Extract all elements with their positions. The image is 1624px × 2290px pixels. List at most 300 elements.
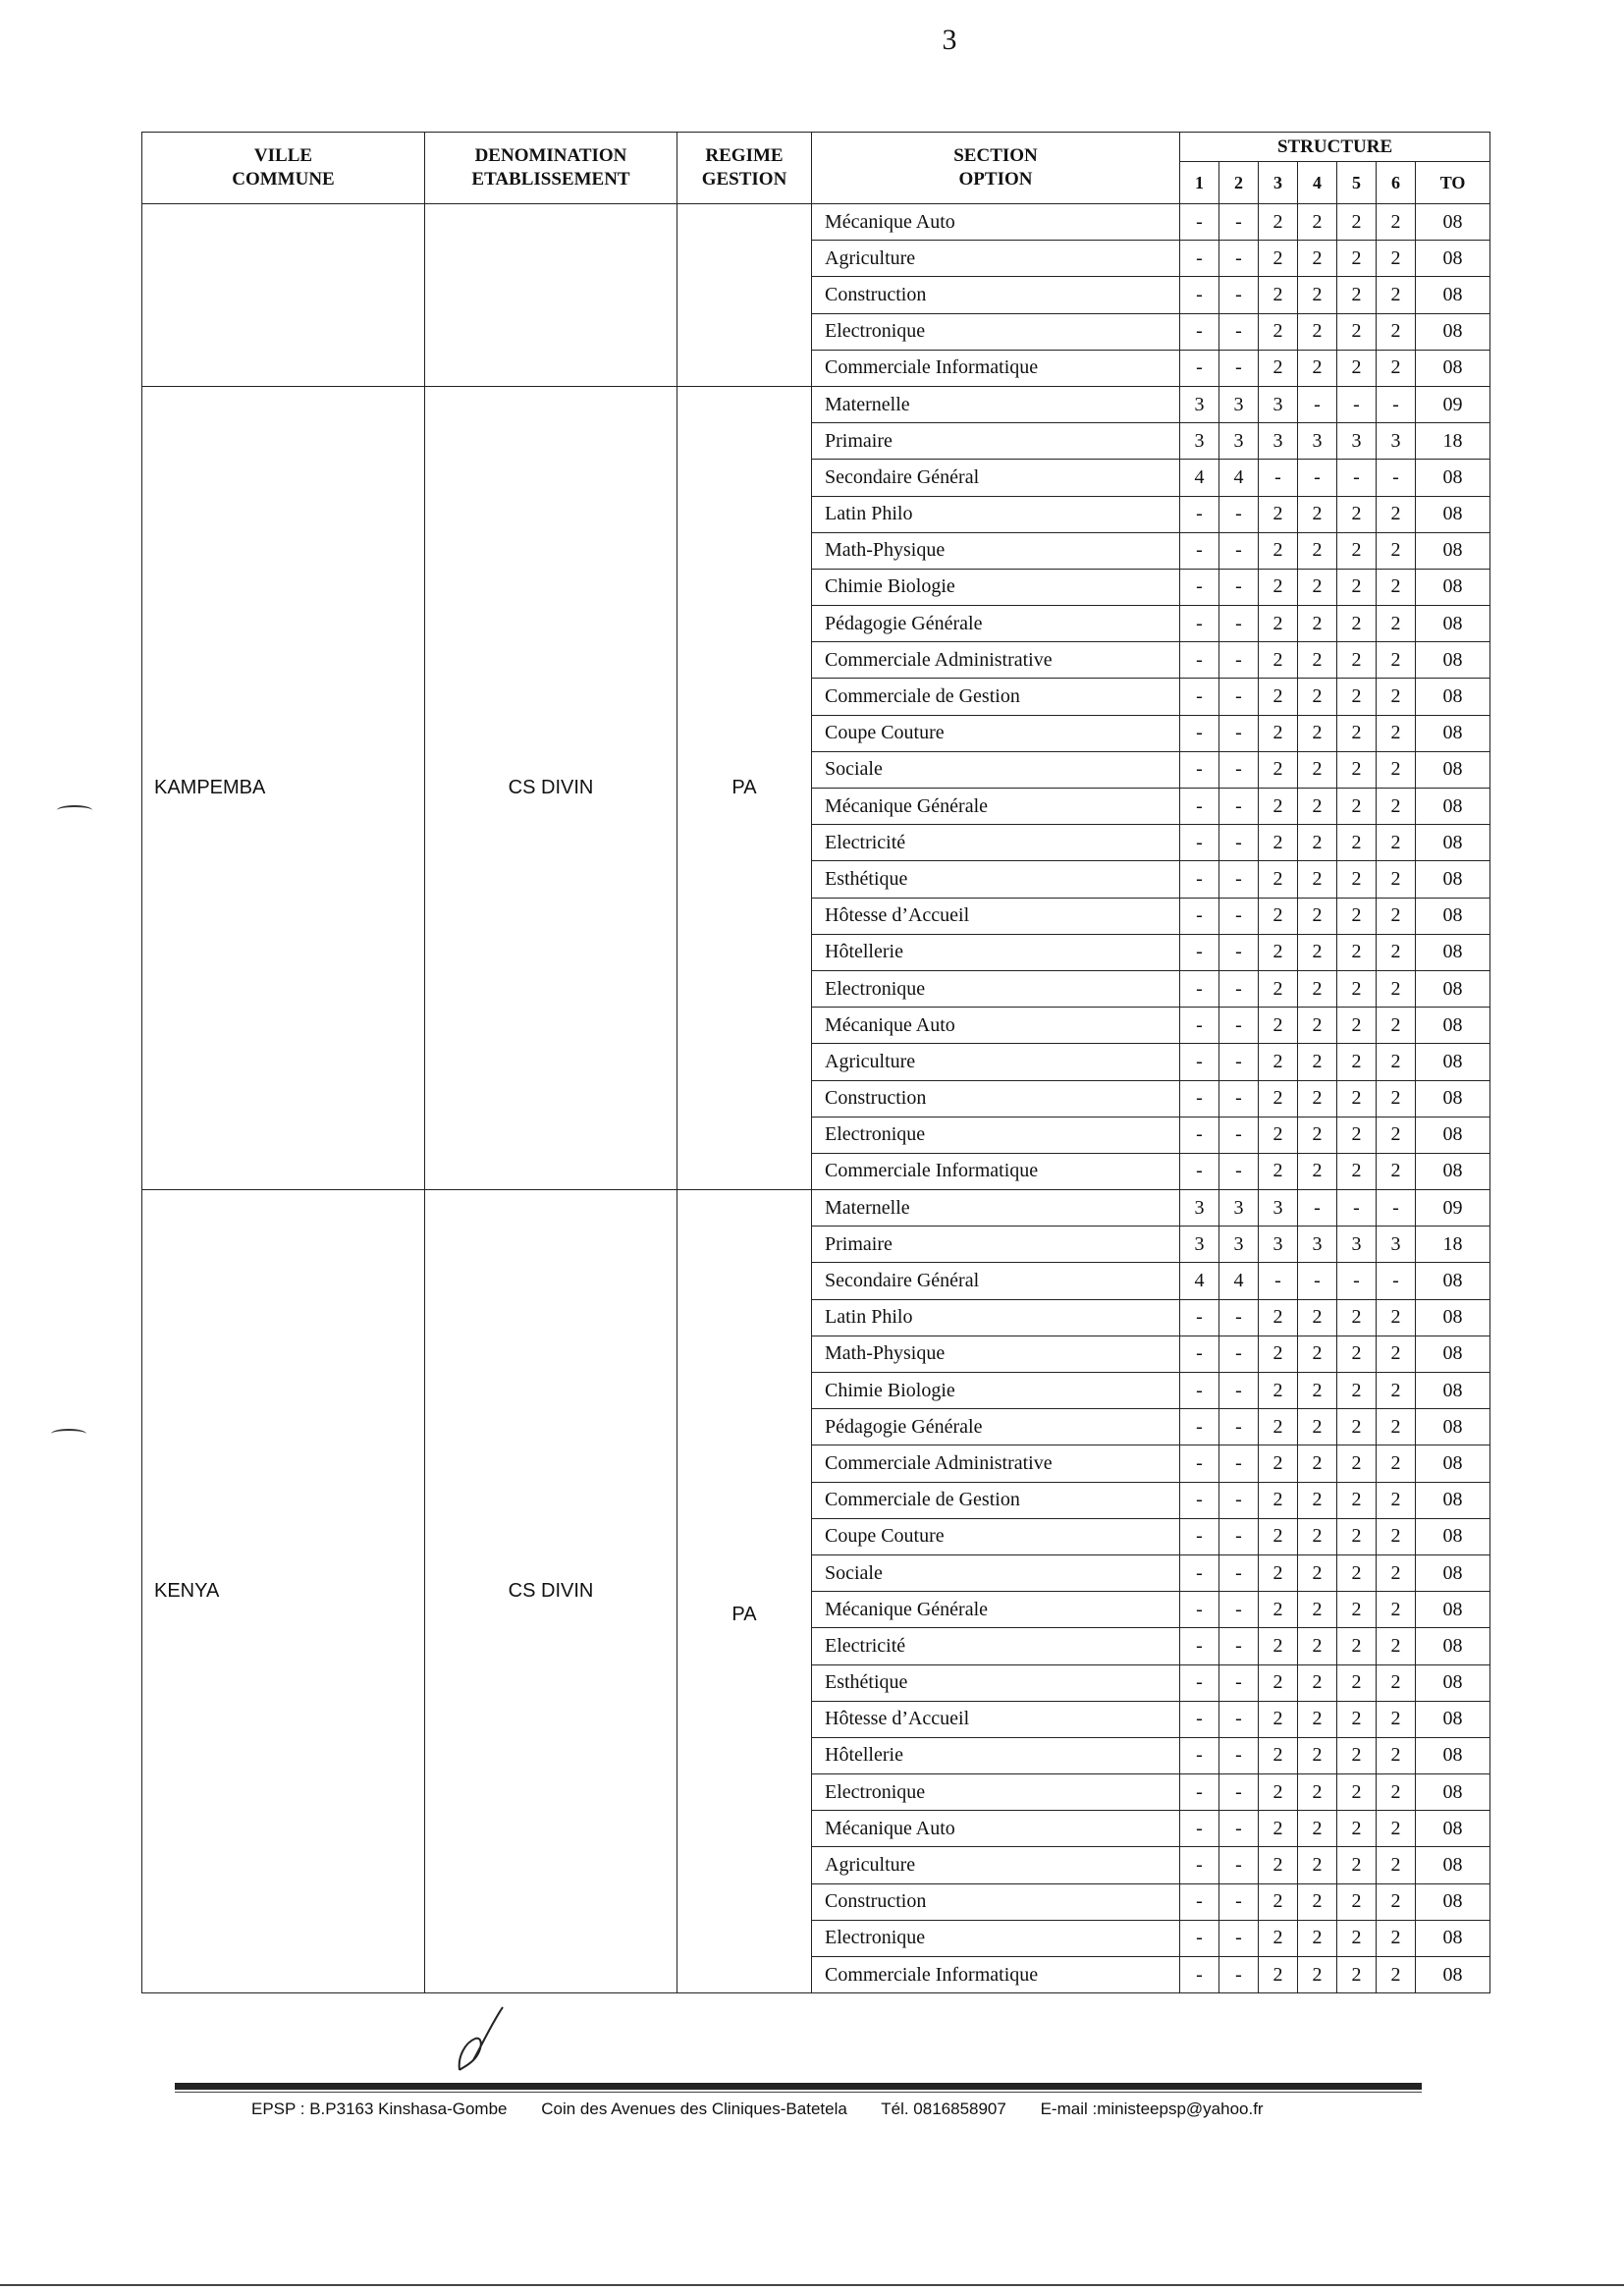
structure-cell-2: - [1219, 496, 1259, 532]
section-option-cell: Sociale [812, 1554, 1180, 1591]
total-cell: 08 [1416, 1957, 1490, 1993]
structure-cell-6: 2 [1377, 496, 1416, 532]
group-denomination [425, 204, 677, 387]
structure-cell-3: 2 [1259, 1883, 1298, 1920]
section-option-cell: Esthétique [812, 1664, 1180, 1701]
structure-cell-2: - [1219, 1737, 1259, 1773]
structure-cell-6: 2 [1377, 1847, 1416, 1883]
total-cell: 08 [1416, 1847, 1490, 1883]
group-ville [142, 204, 425, 387]
header-col-4: 4 [1298, 162, 1337, 204]
structure-cell-3: - [1259, 460, 1298, 496]
structure-cell-2: - [1219, 1373, 1259, 1409]
structure-cell-5: 2 [1337, 789, 1377, 825]
structure-cell-3: 2 [1259, 496, 1298, 532]
structure-cell-4: 2 [1298, 1518, 1337, 1554]
structure-cell-2: - [1219, 1117, 1259, 1153]
structure-cell-6: 2 [1377, 1920, 1416, 1956]
structure-cell-6: 2 [1377, 313, 1416, 350]
section-option-cell: Mécanique Auto [812, 1008, 1180, 1044]
structure-cell-1: - [1180, 569, 1219, 605]
section-option-cell: Construction [812, 277, 1180, 313]
structure-cell-6: 2 [1377, 204, 1416, 241]
margin-mark [57, 805, 92, 815]
structure-cell-4: 2 [1298, 1737, 1337, 1773]
structure-cell-3: 2 [1259, 1811, 1298, 1847]
structure-cell-3: 2 [1259, 1737, 1298, 1773]
structure-cell-2: - [1219, 642, 1259, 679]
section-option-cell: Electronique [812, 1774, 1180, 1811]
footer-rule [175, 2083, 1422, 2093]
section-option-cell: Hôtellerie [812, 934, 1180, 970]
structure-cell-4: 3 [1298, 423, 1337, 460]
structure-cell-5: 2 [1337, 898, 1377, 934]
section-option-cell: Electronique [812, 1920, 1180, 1956]
structure-cell-6: 2 [1377, 1811, 1416, 1847]
section-option-cell: Mécanique Auto [812, 1811, 1180, 1847]
structure-cell-1: - [1180, 1554, 1219, 1591]
total-cell: 08 [1416, 934, 1490, 970]
group-regime [677, 1190, 812, 1993]
structure-cell-3: 2 [1259, 1957, 1298, 1993]
structure-cell-1: - [1180, 1701, 1219, 1737]
structure-cell-1: - [1180, 532, 1219, 569]
structure-cell-2: 3 [1219, 1227, 1259, 1263]
structure-cell-4: 2 [1298, 1080, 1337, 1117]
structure-cell-4: 2 [1298, 1957, 1337, 1993]
header-ville-line1: VILLE [253, 145, 313, 166]
total-cell: 08 [1416, 1811, 1490, 1847]
header-col-3: 3 [1259, 162, 1298, 204]
structure-cell-5: 2 [1337, 751, 1377, 788]
page-number: 3 [942, 24, 957, 56]
structure-cell-3: 2 [1259, 532, 1298, 569]
section-option-cell: Mécanique Générale [812, 1592, 1180, 1628]
structure-cell-1: - [1180, 313, 1219, 350]
structure-cell-6: 2 [1377, 934, 1416, 970]
structure-cell-3: 2 [1259, 350, 1298, 386]
structure-cell-3: 2 [1259, 642, 1298, 679]
structure-cell-3: 2 [1259, 1153, 1298, 1189]
section-option-cell: Mécanique Générale [812, 789, 1180, 825]
structure-cell-3: 2 [1259, 277, 1298, 313]
section-option-cell: Electricité [812, 825, 1180, 861]
section-option-cell: Construction [812, 1883, 1180, 1920]
structure-cell-1: - [1180, 1445, 1219, 1482]
structure-cell-4: 2 [1298, 1847, 1337, 1883]
section-option-cell: Hôtesse d’Accueil [812, 898, 1180, 934]
structure-cell-5: 2 [1337, 350, 1377, 386]
structure-cell-3: - [1259, 1263, 1298, 1299]
section-option-cell: Commerciale Informatique [812, 1957, 1180, 1993]
structure-cell-4: 2 [1298, 861, 1337, 898]
structure-cell-4: 2 [1298, 277, 1337, 313]
structure-cell-5: - [1337, 1263, 1377, 1299]
signature [452, 1999, 511, 2078]
total-cell: 08 [1416, 1445, 1490, 1482]
structure-cell-6: 2 [1377, 861, 1416, 898]
structure-cell-1: - [1180, 825, 1219, 861]
structure-cell-6: 2 [1377, 1373, 1416, 1409]
structure-cell-4: 2 [1298, 1554, 1337, 1591]
structure-cell-2: - [1219, 1153, 1259, 1189]
structure-cell-2: - [1219, 1482, 1259, 1518]
structure-cell-1: - [1180, 1592, 1219, 1628]
structure-cell-2: - [1219, 861, 1259, 898]
structure-cell-4: 2 [1298, 751, 1337, 788]
structure-cell-4: 2 [1298, 532, 1337, 569]
section-option-cell: Primaire [812, 423, 1180, 460]
structure-cell-6: 2 [1377, 1117, 1416, 1153]
total-cell: 08 [1416, 1373, 1490, 1409]
structure-cell-5: 2 [1337, 715, 1377, 751]
structure-cell-6: 2 [1377, 1774, 1416, 1811]
total-cell: 08 [1416, 1737, 1490, 1773]
header-regime-line2: GESTION [701, 169, 787, 190]
section-option-cell: Commerciale Administrative [812, 642, 1180, 679]
structure-cell-1: - [1180, 1737, 1219, 1773]
section-option-cell: Coupe Couture [812, 1518, 1180, 1554]
structure-cell-2: - [1219, 715, 1259, 751]
structure-cell-6: 2 [1377, 751, 1416, 788]
structure-cell-5: 2 [1337, 679, 1377, 715]
structure-cell-3: 2 [1259, 1008, 1298, 1044]
structure-cell-3: 2 [1259, 1336, 1298, 1372]
structure-cell-4: 3 [1298, 1227, 1337, 1263]
header-ville-line2: COMMUNE [232, 169, 335, 190]
structure-cell-3: 2 [1259, 789, 1298, 825]
structure-cell-6: 2 [1377, 1883, 1416, 1920]
header-structure: STRUCTURE [1180, 133, 1490, 162]
structure-cell-6: 2 [1377, 1008, 1416, 1044]
structure-cell-1: 4 [1180, 460, 1219, 496]
structure-cell-6: 2 [1377, 569, 1416, 605]
structure-cell-6: 2 [1377, 277, 1416, 313]
header-section-line2: OPTION [958, 169, 1033, 190]
structure-cell-5: 3 [1337, 1227, 1377, 1263]
total-cell: 08 [1416, 715, 1490, 751]
structure-cell-1: 4 [1180, 1263, 1219, 1299]
structure-cell-1: - [1180, 606, 1219, 642]
structure-cell-5: 2 [1337, 1044, 1377, 1080]
structure-cell-3: 2 [1259, 1482, 1298, 1518]
structure-cell-6: 2 [1377, 1044, 1416, 1080]
structure-cell-4: 2 [1298, 789, 1337, 825]
section-option-cell: Secondaire Général [812, 1263, 1180, 1299]
structure-cell-4: 2 [1298, 1153, 1337, 1189]
structure-cell-5: - [1337, 386, 1377, 422]
table-row [142, 1190, 1490, 1227]
structure-cell-3: 2 [1259, 569, 1298, 605]
total-cell: 08 [1416, 350, 1490, 386]
structure-cell-5: 2 [1337, 861, 1377, 898]
structure-cell-6: 3 [1377, 1227, 1416, 1263]
total-cell: 18 [1416, 1227, 1490, 1263]
structure-cell-2: 4 [1219, 1263, 1259, 1299]
total-cell: 08 [1416, 1263, 1490, 1299]
structure-cell-4: 2 [1298, 1628, 1337, 1664]
total-cell: 08 [1416, 606, 1490, 642]
group-denomination [425, 386, 677, 1189]
structure-cell-1: - [1180, 1044, 1219, 1080]
structure-cell-2: - [1219, 1701, 1259, 1737]
total-cell: 08 [1416, 1701, 1490, 1737]
structure-cell-3: 2 [1259, 1373, 1298, 1409]
structure-cell-1: - [1180, 679, 1219, 715]
header-denomination-line2: ETABLISSEMENT [471, 169, 630, 190]
structure-cell-5: 2 [1337, 1701, 1377, 1737]
structure-cell-3: 2 [1259, 679, 1298, 715]
structure-cell-5: 2 [1337, 569, 1377, 605]
footer [251, 2099, 1430, 2119]
footer-phone: Tél. 0816858907 [881, 2099, 1006, 2118]
structure-cell-3: 2 [1259, 1628, 1298, 1664]
structure-cell-1: - [1180, 1883, 1219, 1920]
header-denomination [425, 133, 677, 204]
structure-cell-5: 2 [1337, 1592, 1377, 1628]
structure-cell-1: - [1180, 1008, 1219, 1044]
structure-cell-1: - [1180, 1482, 1219, 1518]
structure-cell-4: 2 [1298, 1373, 1337, 1409]
structure-cell-5: 2 [1337, 642, 1377, 679]
structure-cell-5: 2 [1337, 1117, 1377, 1153]
structure-cell-3: 2 [1259, 241, 1298, 277]
structure-cell-5: 2 [1337, 496, 1377, 532]
structure-cell-6: 2 [1377, 1664, 1416, 1701]
total-cell: 08 [1416, 204, 1490, 241]
structure-cell-2: - [1219, 532, 1259, 569]
structure-cell-6: 2 [1377, 1080, 1416, 1117]
structure-cell-2: - [1219, 204, 1259, 241]
structure-cell-2: - [1219, 1336, 1259, 1372]
structure-cell-4: 2 [1298, 241, 1337, 277]
section-option-cell: Electronique [812, 970, 1180, 1007]
structure-cell-1: - [1180, 715, 1219, 751]
section-option-cell: Commerciale de Gestion [812, 1482, 1180, 1518]
structure-cell-1: - [1180, 1920, 1219, 1956]
structure-cell-6: 2 [1377, 1957, 1416, 1993]
structure-cell-1: - [1180, 1774, 1219, 1811]
structure-cell-3: 2 [1259, 1299, 1298, 1336]
total-cell: 08 [1416, 313, 1490, 350]
structure-cell-2: - [1219, 825, 1259, 861]
group-regime-text: PA [731, 1604, 757, 1626]
group-regime [677, 204, 812, 387]
structure-cell-2: - [1219, 606, 1259, 642]
structure-cell-3: 2 [1259, 1409, 1298, 1445]
footer-email: E-mail :ministeepsp@yahoo.fr [1040, 2099, 1264, 2118]
structure-cell-2: - [1219, 1628, 1259, 1664]
section-option-cell: Primaire [812, 1227, 1180, 1263]
structure-cell-1: - [1180, 1117, 1219, 1153]
structure-cell-5: 2 [1337, 825, 1377, 861]
section-option-cell: Agriculture [812, 1847, 1180, 1883]
structure-cell-1: - [1180, 1336, 1219, 1372]
total-cell: 08 [1416, 496, 1490, 532]
header-total: TO [1416, 162, 1490, 204]
total-cell: 08 [1416, 241, 1490, 277]
structure-cell-5: 2 [1337, 313, 1377, 350]
structure-cell-2: - [1219, 1080, 1259, 1117]
structure-cell-5: 2 [1337, 970, 1377, 1007]
margin-mark [51, 1429, 86, 1439]
structure-cell-1: - [1180, 789, 1219, 825]
structure-cell-5: 2 [1337, 1336, 1377, 1372]
total-cell: 08 [1416, 1664, 1490, 1701]
section-option-cell: Construction [812, 1080, 1180, 1117]
structure-cell-5: 2 [1337, 532, 1377, 569]
structure-cell-1: - [1180, 1080, 1219, 1117]
structure-cell-1: - [1180, 898, 1219, 934]
structure-cell-2: - [1219, 898, 1259, 934]
total-cell: 08 [1416, 460, 1490, 496]
total-cell: 08 [1416, 1299, 1490, 1336]
section-option-cell: Hôtesse d’Accueil [812, 1701, 1180, 1737]
structure-cell-6: 2 [1377, 898, 1416, 934]
header-section-line1: SECTION [953, 145, 1038, 166]
structure-cell-6: 2 [1377, 532, 1416, 569]
total-cell: 08 [1416, 898, 1490, 934]
section-option-cell: Mécanique Auto [812, 204, 1180, 241]
structure-cell-3: 2 [1259, 751, 1298, 788]
structure-cell-2: - [1219, 1518, 1259, 1554]
structure-cell-4: 2 [1298, 606, 1337, 642]
structure-cell-6: 2 [1377, 1153, 1416, 1189]
structure-cell-1: - [1180, 1664, 1219, 1701]
structure-cell-5: 2 [1337, 1774, 1377, 1811]
header-col-5: 5 [1337, 162, 1377, 204]
structure-cell-4: 2 [1298, 1664, 1337, 1701]
section-option-cell: Electricité [812, 1628, 1180, 1664]
structure-cell-5: 2 [1337, 606, 1377, 642]
structure-cell-5: 2 [1337, 1847, 1377, 1883]
structure-cell-5: - [1337, 460, 1377, 496]
structure-cell-1: - [1180, 1811, 1219, 1847]
header-section [812, 133, 1180, 204]
header-denomination-line1: DENOMINATION [474, 145, 627, 166]
structure-cell-2: - [1219, 789, 1259, 825]
structure-cell-2: - [1219, 241, 1259, 277]
table-row [142, 204, 1490, 241]
structure-cell-1: - [1180, 970, 1219, 1007]
structure-cell-2: - [1219, 970, 1259, 1007]
structure-cell-3: 2 [1259, 1554, 1298, 1591]
total-cell: 08 [1416, 861, 1490, 898]
total-cell: 08 [1416, 825, 1490, 861]
structure-cell-6: 2 [1377, 715, 1416, 751]
structure-cell-2: - [1219, 1445, 1259, 1482]
section-option-cell: Electronique [812, 1117, 1180, 1153]
structure-cell-1: - [1180, 861, 1219, 898]
structure-cell-3: 2 [1259, 606, 1298, 642]
structure-cell-6: 2 [1377, 679, 1416, 715]
structure-cell-3: 2 [1259, 1664, 1298, 1701]
structure-cell-5: 2 [1337, 1008, 1377, 1044]
structure-cell-2: - [1219, 934, 1259, 970]
structure-cell-4: 2 [1298, 970, 1337, 1007]
structure-cell-4: 2 [1298, 1592, 1337, 1628]
structure-cell-3: 2 [1259, 204, 1298, 241]
group-regime [677, 386, 812, 1189]
group-denomination-text: CS DIVIN [508, 777, 594, 798]
section-option-cell: Esthétique [812, 861, 1180, 898]
structure-cell-5: 2 [1337, 241, 1377, 277]
structure-cell-1: - [1180, 204, 1219, 241]
section-option-cell: Secondaire Général [812, 460, 1180, 496]
structure-cell-3: 2 [1259, 715, 1298, 751]
structure-cell-4: 2 [1298, 496, 1337, 532]
structure-cell-3: 2 [1259, 1044, 1298, 1080]
structure-cell-4: 2 [1298, 1044, 1337, 1080]
structure-cell-1: - [1180, 1299, 1219, 1336]
structure-cell-5: - [1337, 1190, 1377, 1227]
structure-cell-1: - [1180, 1847, 1219, 1883]
structure-cell-6: - [1377, 1190, 1416, 1227]
section-option-cell: Math-Physique [812, 1336, 1180, 1372]
structure-cell-2: - [1219, 1554, 1259, 1591]
structure-cell-4: 2 [1298, 679, 1337, 715]
total-cell: 09 [1416, 386, 1490, 422]
total-cell: 08 [1416, 1482, 1490, 1518]
section-option-cell: Electronique [812, 313, 1180, 350]
structure-cell-6: - [1377, 386, 1416, 422]
structure-cell-5: 2 [1337, 1299, 1377, 1336]
structure-cell-3: 2 [1259, 1518, 1298, 1554]
structure-cell-4: 2 [1298, 313, 1337, 350]
structure-cell-2: 3 [1219, 1190, 1259, 1227]
total-cell: 08 [1416, 1592, 1490, 1628]
structure-cell-4: 2 [1298, 569, 1337, 605]
structure-cell-1: - [1180, 1373, 1219, 1409]
structure-cell-4: 2 [1298, 1883, 1337, 1920]
structure-cell-4: 2 [1298, 825, 1337, 861]
structure-cell-1: - [1180, 1518, 1219, 1554]
structure-cell-4: 2 [1298, 642, 1337, 679]
structure-cell-3: 2 [1259, 825, 1298, 861]
structure-cell-6: 2 [1377, 1336, 1416, 1372]
total-cell: 08 [1416, 277, 1490, 313]
structure-cell-4: 2 [1298, 204, 1337, 241]
section-option-cell: Maternelle [812, 1190, 1180, 1227]
structure-cell-2: - [1219, 1847, 1259, 1883]
total-cell: 08 [1416, 1153, 1490, 1189]
structure-cell-5: 2 [1337, 1883, 1377, 1920]
group-ville [142, 1190, 425, 1993]
structure-cell-3: 3 [1259, 423, 1298, 460]
total-cell: 08 [1416, 1080, 1490, 1117]
section-option-cell: Commerciale Administrative [812, 1445, 1180, 1482]
structure-cell-6: 2 [1377, 970, 1416, 1007]
structure-cell-5: 2 [1337, 1080, 1377, 1117]
structure-cell-3: 2 [1259, 1701, 1298, 1737]
structure-cell-6: - [1377, 460, 1416, 496]
group-ville-text: KAMPEMBA [154, 777, 266, 798]
structure-cell-1: - [1180, 241, 1219, 277]
header-row [142, 133, 1490, 162]
header-regime-line1: REGIME [705, 145, 784, 166]
footer-location: Coin des Avenues des Cliniques-Batetela [541, 2099, 847, 2118]
structure-cell-3: 2 [1259, 861, 1298, 898]
structure-cell-4: 2 [1298, 715, 1337, 751]
total-cell: 08 [1416, 970, 1490, 1007]
total-cell: 08 [1416, 569, 1490, 605]
structure-cell-2: - [1219, 1664, 1259, 1701]
structure-cell-4: 2 [1298, 1008, 1337, 1044]
structure-cell-3: 2 [1259, 934, 1298, 970]
structure-cell-5: 3 [1337, 423, 1377, 460]
structure-cell-2: - [1219, 1774, 1259, 1811]
section-option-cell: Commerciale Informatique [812, 350, 1180, 386]
